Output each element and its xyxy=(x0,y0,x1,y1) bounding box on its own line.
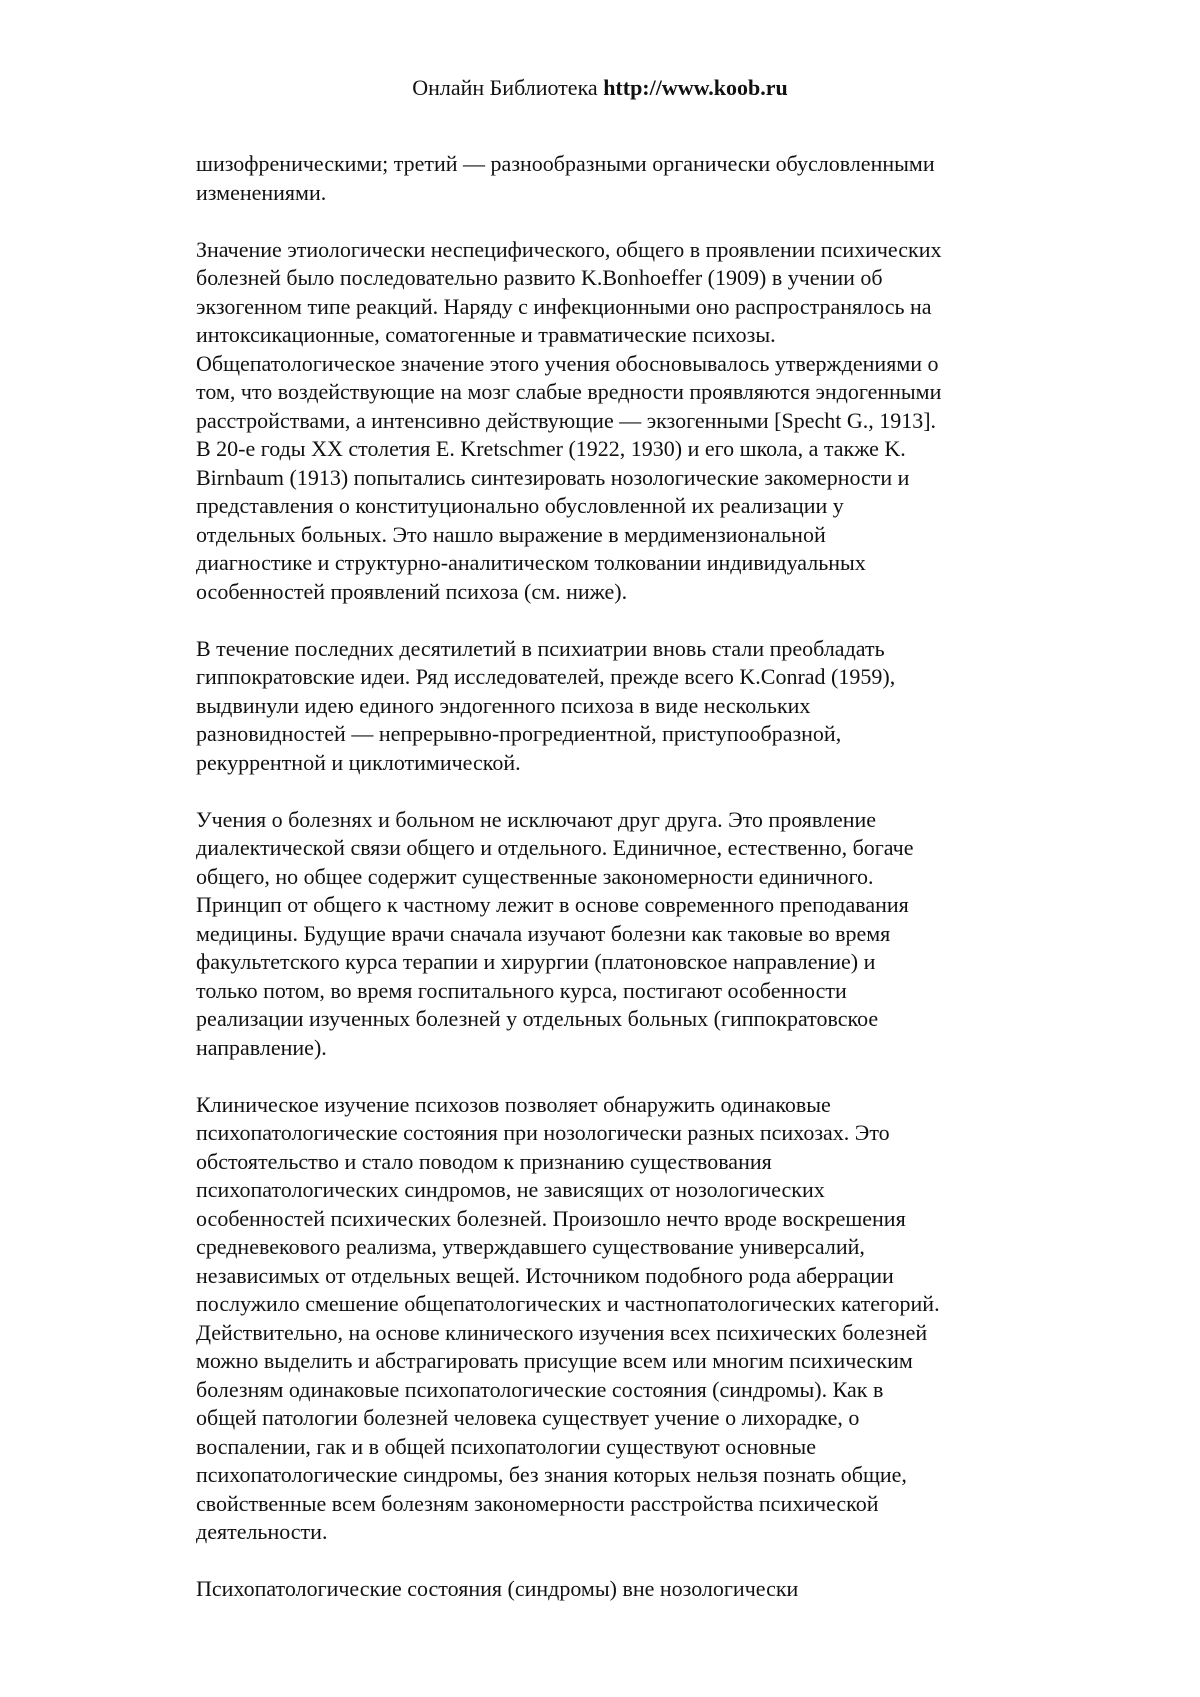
text-line: диалектической связи общего и отдельного. Единичное, естественно, богаче xyxy=(196,835,914,860)
text-line: разновидностей — непрерывно-прогредиентной, приступообразной, xyxy=(196,721,842,746)
text-line: особенностей проявлений психоза (см. ниже). xyxy=(196,578,628,604)
text-line: психопатологические синдромы, без знания которых нельзя познать общие, xyxy=(196,1462,907,1487)
text-line: том, что воздействующие на мозг слабые вредности проявляются эндогенными xyxy=(196,379,942,404)
text-line: послужило смешение общепатологических и частнопатологических категорий. xyxy=(196,1291,940,1316)
text-line: экзогенном типе реакций. Наряду с инфекционными оно распространялось на xyxy=(196,293,932,319)
text-line: особенностей психических болезней. Произошло нечто вроде воскрешения xyxy=(196,1205,906,1231)
text-line: В 20-е годы XX столетия E. Kretschmer (1922, 1930) и его школа, а также K. xyxy=(196,436,906,461)
text-line: Birnbaum (1913) попытались синтезировать нозологические закомерности и xyxy=(196,464,910,490)
text-line: независимых от отдельных вещей. Источником подобного рода аберрации xyxy=(196,1262,894,1288)
text-line: Учения о болезнях и больном не исключают друг друга. Это проявление xyxy=(196,806,877,832)
text-line: расстройствами, а интенсивно действующие — экзогенными [Specht G., 1913]. xyxy=(196,407,937,433)
paragraph xyxy=(196,150,1036,207)
text-line: воспалении, гак и в общей психопатологии существуют основные xyxy=(196,1433,816,1459)
paragraph xyxy=(196,236,1036,607)
text-line: Клиническое изучение психозов позволяет обнаружить одинаковые xyxy=(196,1091,831,1117)
text-line: направление). xyxy=(196,1034,327,1060)
paragraph xyxy=(196,1575,1036,1604)
text-line: Действительно, на основе клинического изучения всех психических болезней xyxy=(196,1319,928,1345)
text-line: медицины. Будущие врачи сначала изучают болезни как таковые во время xyxy=(196,920,891,946)
text-line: представления о конституционально обусловленной их реализации у xyxy=(196,493,844,518)
text-line: общей патологии болезней человека существует учение о лихорадке, о xyxy=(196,1405,860,1430)
text-line: только потом, во время госпитального курса, постигают особенности xyxy=(196,977,847,1003)
text-line: диагностике и структурно-аналитическом толковании индивидуальных xyxy=(196,550,866,575)
text-line: выдвинули идею единого эндогенного психоза в виде нескольких xyxy=(196,692,811,718)
text-line: обстоятельство и стало поводом к признанию существования xyxy=(196,1148,772,1174)
text-line: психопатологические состояния при нозологически разных психозах. Это xyxy=(196,1120,890,1145)
paragraph xyxy=(196,1091,1036,1547)
text-line: В течение последних десятилетий в психиатрии вновь стали преобладать xyxy=(196,635,885,661)
paragraph xyxy=(196,635,1036,778)
text-line: Значение этиологически неспецифического, общего в проявлении психических xyxy=(196,236,942,262)
text-line: интоксикационные, соматогенные и травматические психозы. xyxy=(196,322,776,347)
text-line: психопатологических синдромов, не зависящих от нозологических xyxy=(196,1177,825,1202)
text-line: отдельных больных. Это нашло выражение в мердимензиональной xyxy=(196,521,826,547)
text-line: изменениями. xyxy=(196,179,327,205)
header-label: Онлайн Библиотека xyxy=(412,75,598,100)
document-body xyxy=(196,150,1036,1632)
paragraph xyxy=(196,806,1036,1063)
text-line: деятельности. xyxy=(196,1519,328,1544)
header-url[interactable]: http://www.koob.ru xyxy=(603,75,788,100)
text-line: свойственные всем болезням закономерности расстройства психической xyxy=(196,1490,879,1516)
text-line: гиппократовские идеи. Ряд исследователей, прежде всего K.Conrad (1959), xyxy=(196,664,896,689)
text-line: рекуррентной и циклотимической. xyxy=(196,749,521,775)
text-line: шизофреническими; третий — разнообразными органически обусловленными xyxy=(196,151,935,176)
page-header xyxy=(0,72,1200,104)
text-line: можно выделить и абстрагировать присущие всем или многим психическим xyxy=(196,1348,913,1373)
text-line: общего, но общее содержит существенные закономерности единичного. xyxy=(196,863,874,889)
text-line: болезням одинаковые психопатологические состояния (синдромы). Как в xyxy=(196,1376,884,1402)
text-line: реализации изученных болезней у отдельных больных (гиппократовское xyxy=(196,1006,879,1031)
text-line: средневекового реализма, утверждавшего существование универсалий, xyxy=(196,1234,865,1259)
text-line: болезней было последовательно развито K.Bonhoeffer (1909) в учении об xyxy=(196,265,883,290)
text-line: факультетского курса терапии и хирургии (платоновское направление) и xyxy=(196,949,876,974)
text-line: Общепатологическое значение этого учения обосновывалось утверждениями о xyxy=(196,350,939,376)
text-line: Принцип от общего к частному лежит в основе современного преподавания xyxy=(196,892,909,917)
text-line: Психопатологические состояния (синдромы) вне нозологически xyxy=(196,1576,799,1601)
